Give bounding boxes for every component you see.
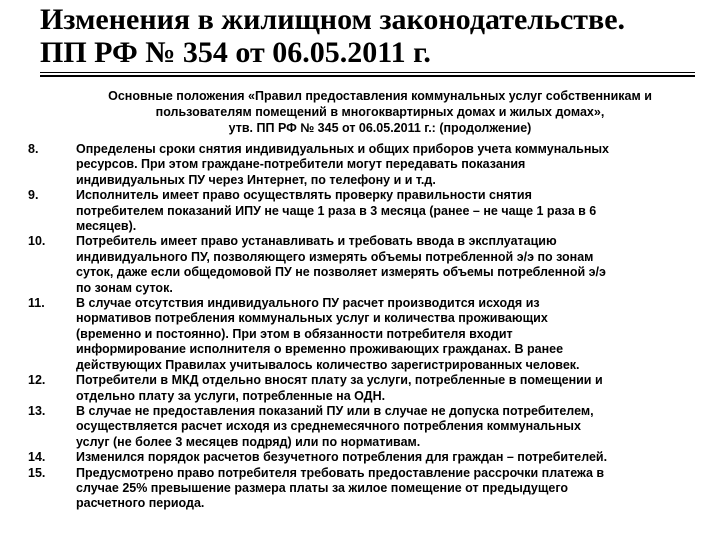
- list-item: [28, 404, 708, 450]
- title-line-1: Изменения в жилищном законодательстве.: [40, 3, 626, 36]
- item-text: Исполнитель имеет право осуществлять проверку правильности снятия потребителем показаний ИПУ не чаще 1 раза в 3 месяца (ранее – не чаще 1 раза в 6 месяцев).: [76, 188, 597, 234]
- list-item: [28, 450, 708, 465]
- item-text: В случае не предоставления показаний ПУ или в случае не допуска потребителем, осуществляется расчет исходя из среднемесячного потребления коммунальных услуг (не более 3 месяцев подряд) или по нормативам.: [76, 403, 594, 449]
- list-item: [28, 466, 708, 512]
- list-item: [28, 188, 708, 234]
- section-subtitle: Основные положения «Правил предоставления коммунальных услуг собственникам и пользователям помещений в многоквартирных домах и жилых домах», утв. ПП РФ № 345 от 06.05.2011 г.: (продолжение): [108, 89, 652, 135]
- title-divider-thick: [40, 75, 695, 77]
- item-number: 11.: [28, 296, 45, 311]
- item-text: Изменился порядок расчетов безучетного потребления для граждан – потребителей.: [76, 450, 608, 465]
- list-item: [28, 296, 708, 373]
- item-number: 13.: [28, 403, 46, 418]
- provisions-list: [28, 142, 708, 512]
- item-number: 14.: [28, 450, 46, 465]
- list-item: [28, 373, 708, 404]
- item-number: 8.: [28, 142, 39, 156]
- item-number: 12.: [28, 373, 46, 388]
- title-divider-thin: [40, 72, 695, 73]
- list-item: [28, 142, 708, 188]
- title-line-2: ПП РФ № 354 от 06.05.2011 г.: [40, 36, 431, 69]
- slide-title: [40, 3, 625, 69]
- item-text: Предусмотрено право потребителя требовать предоставление рассрочки платежа в случае 25% превышение размера платы за жилое помещение от предыдущего расчетного периода.: [76, 465, 605, 511]
- list-item: [28, 234, 708, 296]
- item-text: Потребители в МКД отдельно вносят плату за услуги, потребленные в помещении и отдельно плату за услуги, потребленные на ОДН.: [76, 373, 603, 403]
- item-text: Потребитель имеет право устанавливать и требовать ввода в эксплуатацию индивидуального ПУ, позволяющего измерять объемы потребленной э/э по зонам суток, даже если общедомовой ПУ не позволяет измерять объемы потребленной э/э по зонам суток.: [76, 234, 606, 295]
- item-number: 10.: [28, 234, 46, 249]
- item-number: 15.: [28, 465, 46, 480]
- item-text: В случае отсутствия индивидуального ПУ расчет производится исходя из нормативов потребления коммунальных услуг и количества проживающих (временно и постоянно). При этом в обязанности потребителя входит информирование исполнителя о временно проживающих гражданах. В ранее действующих Правилах учитывалось количество зарегистрированных человек.: [76, 296, 580, 372]
- item-number: 9.: [28, 188, 39, 203]
- item-text: Определены сроки снятия индивидуальных и общих приборов учета коммунальных ресурсов. При этом граждане-потребители могут передавать показания индивидуальных ПУ через Интернет, по телефону и и т.д.: [76, 142, 610, 187]
